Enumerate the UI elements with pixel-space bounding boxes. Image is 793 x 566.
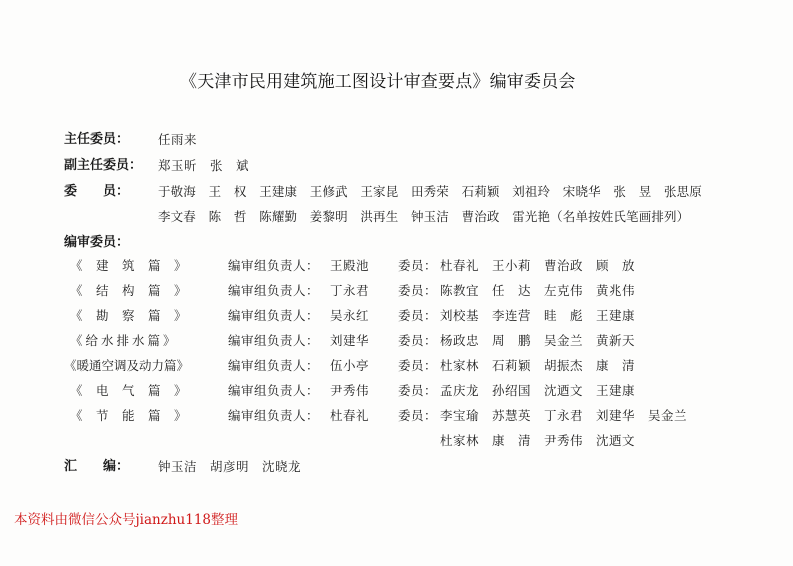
section-name: 《给水排水篇》 <box>70 333 179 348</box>
energy-members-continued: 杜家林 康 清 尹秀伟 沈迺文 <box>440 433 636 448</box>
member-label: 委员： <box>398 308 438 323</box>
member-label: 委员： <box>398 358 438 373</box>
leader-name: 尹秀伟 <box>330 383 370 398</box>
leader-label: 编审组负责人： <box>228 358 320 373</box>
vice-director-names: 郑玉昕 张 斌 <box>158 158 250 173</box>
director-names: 任雨来 <box>158 132 198 147</box>
leader-label: 编审组负责人： <box>228 283 320 298</box>
director-label: 主任委员： <box>64 132 130 147</box>
leader-name: 伍小亭 <box>330 358 370 373</box>
member-label: 委员： <box>398 333 438 348</box>
member-names: 杜春礼 王小莉 曹治政 顾 放 <box>440 258 636 273</box>
compiler-label: 汇 编： <box>64 459 130 474</box>
member-label: 委员： <box>398 283 438 298</box>
leader-label: 编审组负责人： <box>228 383 320 398</box>
document-title: 《天津市民用建筑施工图设计审查要点》编审委员会 <box>180 72 576 92</box>
member-names: 孟庆龙 孙绍国 沈迺文 王建康 <box>440 383 636 398</box>
section-name: 《 电 气 篇 》 <box>70 383 188 398</box>
section-name: 《 建 筑 篇 》 <box>70 258 188 273</box>
compiler-names: 钟玉洁 胡彦明 沈晓龙 <box>158 459 302 474</box>
member-label: 委员： <box>398 383 438 398</box>
vice-director-label: 副主任委员： <box>64 158 143 173</box>
section-name: 《 节 能 篇 》 <box>70 408 188 423</box>
member-names: 李宝瑜 苏慧英 丁永君 刘建华 吴金兰 <box>440 408 688 423</box>
section-name: 《暖通空调及动力篇》 <box>64 358 190 373</box>
member-names: 杜家林 石莉颖 胡振杰 康 清 <box>440 358 636 373</box>
leader-label: 编审组负责人： <box>228 258 320 273</box>
leader-label: 编审组负责人： <box>228 308 320 323</box>
member-names: 刘校基 李连营 眭 彪 王建康 <box>440 308 636 323</box>
member-label: 委员： <box>398 258 438 273</box>
watermark-note: 本资料由微信公众号jianzhu118整理 <box>14 512 239 528</box>
editors-label: 编审委员： <box>64 235 130 250</box>
leader-name: 刘建华 <box>330 333 370 348</box>
members-line-2: 李文春 陈 哲 陈耀勤 姜黎明 洪再生 钟玉洁 曹治政 雷光艳（名单按姓氏笔画排列） <box>158 209 690 224</box>
member-names: 杨政忠 周 鹏 吴金兰 黄新天 <box>440 333 636 348</box>
leader-name: 丁永君 <box>330 283 370 298</box>
leader-name: 杜春礼 <box>330 408 370 423</box>
members-label: 委 员： <box>64 184 130 199</box>
section-name: 《 结 构 篇 》 <box>70 283 188 298</box>
leader-name: 王殿池 <box>330 258 370 273</box>
section-name: 《 勘 察 篇 》 <box>70 308 188 323</box>
leader-name: 吴永红 <box>330 308 370 323</box>
leader-label: 编审组负责人： <box>228 333 320 348</box>
members-line-1: 于敬海 王 权 王建康 王修武 王家昆 田秀荣 石莉颖 刘祖玲 宋晓华 张 昱 张思原 <box>158 184 702 199</box>
member-label: 委员： <box>398 408 438 423</box>
leader-label: 编审组负责人： <box>228 408 320 423</box>
member-names: 陈教宜 任 达 左克伟 黄兆伟 <box>440 283 636 298</box>
